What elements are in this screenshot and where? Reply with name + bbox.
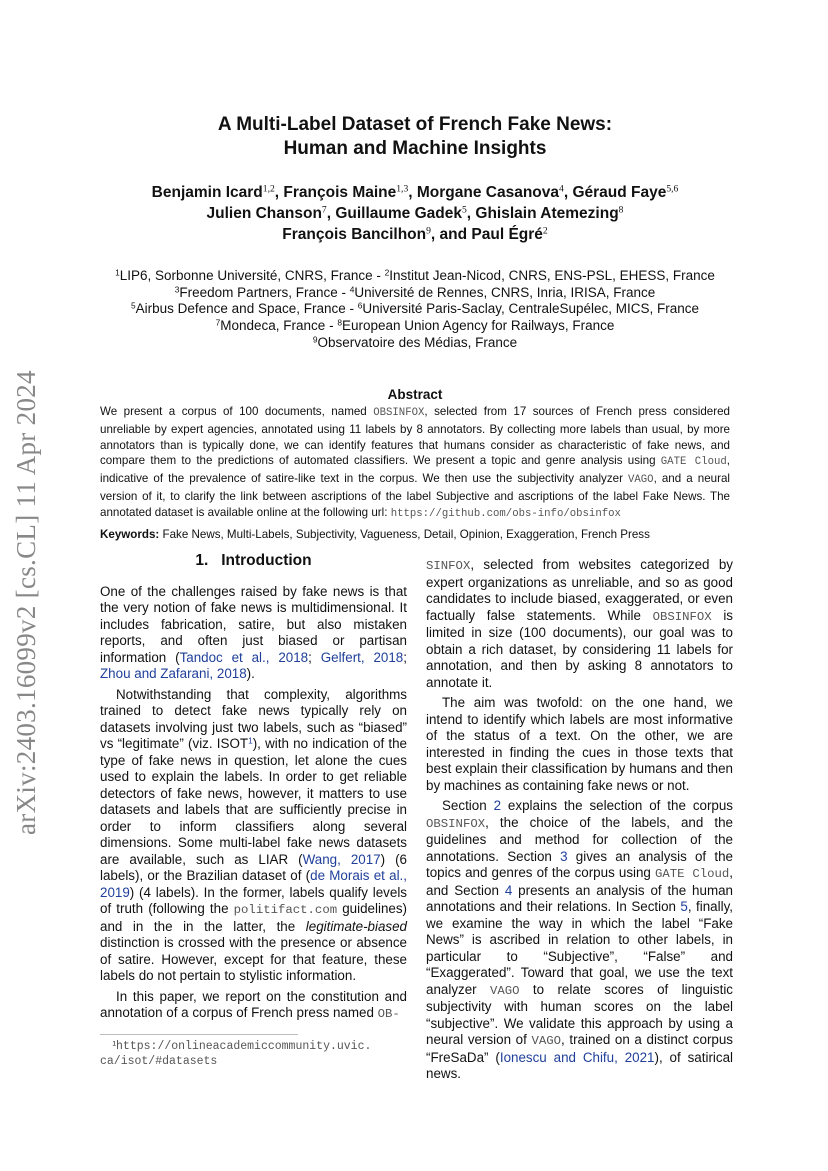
affiliation-line (100, 268, 730, 285)
author-affiliation-marker: 4 (559, 183, 564, 195)
paragraph-text: ) (4 labels). In the former, labels qualify levels of truth (following the (100, 884, 407, 916)
tool-name: VAGO (531, 1034, 561, 1048)
politifact-link[interactable]: politifact.com (233, 903, 338, 917)
paragraph-text: , trained on a distinct corpus “FreSaDa” ( (426, 1032, 733, 1065)
keywords (100, 527, 730, 542)
author-line-3: François Bancilhon$^9$, and Paul Égré$^2$ (282, 225, 548, 243)
author-affiliation-marker: 1,2 (262, 183, 275, 195)
paragraph-text: , the choice of the labels, and the guidelines and method for collection of the annotations. Section (426, 814, 733, 864)
abstract-text: , selected from 17 sources of French press considered unreliable by expert agencies, annotated using 11 labels by 8 annotators. By collecting more labels than usual, by more annotators than is typically done, we can identify features that humans consider as characteristic of fake news, and compare them to the predictions of automated classifiers. We present a topic and genre analysis using (100, 405, 731, 468)
dataset-name: SINFOX (426, 559, 471, 573)
affiliation-number: 9 (312, 334, 318, 345)
section-heading (100, 553, 407, 570)
affiliation-text: European Union Agency for Railways, France (341, 318, 615, 334)
dataset-url-link[interactable]: https://github.com/obs-info/obsinfox (390, 507, 621, 520)
right-column (426, 557, 733, 1083)
paragraph-text: ), of satirical news. (426, 1049, 733, 1081)
paragraph-text: Section (442, 798, 494, 813)
paragraph-text: ), with no indication of the type of fake news in question, let alone the cues used to explain the labels. In order to get reliable detectors of fake news, however, it matters to use datasets and labels that are sufficiently precise in order to inform classifiers along several dimensions. Some multi-label fake news datasets are available, such as LIAR ( (100, 736, 407, 867)
affiliation-text: Observatoire des Médias, France (317, 334, 518, 350)
author-line-1: Benjamin Icard$^{1,2}$, François Maine$^{1,3}$, Morgane Casanova$^4$, Géraud Faye$^{5,6}$ (151, 183, 679, 201)
tool-name: VAGO (489, 983, 520, 998)
affiliation-number: 3 (174, 284, 180, 295)
section-ref-link[interactable]: 3 (560, 848, 568, 864)
paragraph-text: One of the challenges raised by fake news is that the very notion of fake news is multidimensional. It includes fabrication, satire, but also mistaken reports, and often just biased or partisan information ( (100, 583, 407, 665)
affiliation-text: Freedom Partners, France - (179, 284, 350, 300)
affiliation-number: 1 (115, 267, 120, 278)
author-name: Guillaume Gadek (335, 205, 462, 222)
paper-title (100, 113, 730, 161)
footnote-url-link[interactable]: https://onlineacademiccommunity.uvic. (116, 1040, 372, 1053)
affiliation-text: Université Paris-Saclay, CentraleSupélec, MICS, France (362, 301, 700, 317)
author-name: Ghislain Atemezing (475, 205, 619, 222)
abstract-text: , and a neural version of it, to clarify the link between ascriptions of the label Subjective and ascriptions of the label Fake News. The annotated dataset is available online at the following url: (100, 472, 730, 519)
section-number: 1. (195, 552, 209, 569)
paragraph-text: Notwithstanding that complexity, algorithms trained to detect fake news typically rely on datasets involving just two labels, such as “biased” vs “legitimate” (viz. ISOT (100, 686, 407, 751)
paragraph-text: distinction is crossed with the presence or absence of satire. However, except for that feature, these labels do not pertain to stylistic information. (100, 935, 407, 983)
affiliation-line (100, 301, 730, 318)
paragraph (100, 687, 407, 985)
paragraph-text: presents an analysis of the human annotations and their relations. In Section (426, 882, 733, 914)
section-ref-link[interactable]: 2 (493, 798, 502, 813)
keywords-text: Fake News, Multi-Labels, Subjectivity, Vagueness, Detail, Opinion, Exaggeration, French Press (159, 528, 650, 541)
paragraph-text: ). (246, 666, 255, 681)
abstract-text: , indicative of the prevalence of satire-like text in the corpus. We then use the subjectivity analyzer (100, 454, 730, 486)
affiliation-number: 2 (384, 267, 390, 278)
abstract-heading: Abstract (387, 387, 443, 402)
author-line-2: Julien Chanson$^7$, Guillaume Gadek$^5$, Ghislain Atemezing$^8$ (206, 204, 624, 222)
author-name: Paul Égré (471, 226, 543, 243)
paragraph-text: , and Section (426, 865, 734, 898)
paragraph-text: ) (6 labels), or the Brazilian dataset of ( (100, 851, 407, 883)
author-affiliation-marker: 1,3 (396, 183, 409, 195)
author-affiliation-marker: 5 (461, 204, 467, 216)
abstract-body (100, 404, 730, 523)
affiliation-text: Mondeca, France - (220, 318, 338, 334)
tool-name: GATE Cloud (655, 867, 730, 881)
affiliations (100, 268, 730, 352)
affiliation-number: 8 (337, 317, 342, 328)
left-column (100, 553, 407, 1023)
emphasis-text: legitimate-biased (305, 918, 407, 934)
paragraph (100, 584, 407, 683)
author-affiliation-marker: 8 (618, 204, 624, 216)
tool-name: VAGO (627, 474, 654, 487)
citation-link[interactable]: Ionescu and Chifu, 2021 (499, 1049, 655, 1065)
title-line-2: Human and Machine Insights (283, 138, 547, 159)
dataset-name: OBSINFOX (652, 609, 712, 624)
paragraph-text: guidelines) and in the in the latter, the (100, 901, 407, 934)
keywords-label: Keywords: (100, 528, 160, 541)
author-affiliation-marker: 9 (426, 225, 431, 237)
author-name: Géraud Faye (572, 184, 667, 201)
section-title: Introduction (221, 552, 312, 569)
author-affiliation-marker: 7 (321, 204, 327, 216)
paragraph-text: ; (308, 649, 321, 665)
dataset-name: OBSINFOX (373, 407, 425, 419)
abstract-text: We present a corpus of 100 documents, named (100, 405, 374, 418)
section-ref-link[interactable]: 5 (680, 899, 688, 914)
affiliation-text: Institut Jean-Nicod, CNRS, ENS-PSL, EHESS, France (389, 268, 715, 283)
affiliation-number: 7 (215, 317, 221, 328)
citation-link[interactable]: Gelfert, 2018 (320, 649, 404, 665)
affiliation-text: LIP6, Sorbonne Université, CNRS, France - (119, 268, 385, 283)
footnote-line-1 (100, 1039, 407, 1054)
paragraph (426, 798, 733, 1083)
author-list (100, 182, 730, 245)
paragraph-text: , selected from websites categorized by expert organizations as unreliable, and so as good candidates to include biased, exaggerated, or even factually false statements. While (426, 557, 733, 623)
footnote (100, 1039, 407, 1069)
affiliation-number: 6 (357, 300, 363, 311)
author-affiliation-marker: 5,6 (666, 183, 679, 195)
paragraph (100, 989, 407, 1023)
section-ref-link[interactable]: 4 (504, 882, 513, 898)
dataset-name: OBSINFOX (426, 816, 486, 831)
paragraph-text: explains the selection of the corpus (501, 798, 734, 813)
footnote-divider (100, 1034, 298, 1035)
footnote-number: 1 (112, 1040, 117, 1048)
affiliation-text: Airbus Defence and Space, France - (135, 301, 358, 317)
tool-name: GATE Cloud (660, 456, 727, 469)
footnote-url-link[interactable]: ca/isot/#datasets (100, 1055, 218, 1068)
paragraph-text: , finally, we examine the way in which the label “Fake News” is ascribed in relation to other labels, in particular to “Subjective”, “False” and “Exaggerated”. Toward that goal, we use the text analyzer (426, 899, 733, 997)
title-line-1: A Multi-Label Dataset of French Fake News: (217, 114, 613, 135)
citation-link[interactable]: Wang, 2017 (302, 851, 381, 867)
arxiv-stamp: arXiv:2403.16099v2 [cs.CL] 11 Apr 2024 (11, 370, 41, 835)
footnote-line-2 (100, 1054, 407, 1069)
paragraph-text: to relate scores of linguistic subjectivity with human scores on the label “subjective”. We validate this approach by using a neural version of (426, 981, 733, 1047)
author-name: Morgane Casanova (416, 184, 560, 201)
author-name: François Bancilhon (282, 226, 427, 243)
citation-link[interactable]: Zhou and Zafarani, 2018 (100, 666, 247, 681)
affiliation-text: Université de Rennes, CNRS, Inria, IRISA, France (354, 284, 656, 300)
author-name: François Maine (283, 184, 397, 201)
paragraph-text: gives an analysis of the topics and genres of the corpus using (426, 848, 733, 880)
paragraph-text: In this paper, we report on the constitution and annotation of a corpus of French press named (100, 988, 407, 1020)
citation-link[interactable]: de Morais et al., 2019 (100, 868, 407, 900)
paragraph-text: The aim was twofold: on the one hand, we intend to identify which labels are most informative of the status of a text. On the other, we are interested in finding the cues in those texts that best explain their classification by humans and then by machines as containing fake news or not. (426, 695, 733, 793)
author-affiliation-marker: 2 (542, 225, 548, 237)
affiliation-line (100, 318, 730, 335)
paragraph-text: is limited in size (100 documents), our goal was to obtain a rich dataset, by considering 11 labels for annotation, and then by asking 8 annotators to annotate it. (426, 607, 733, 690)
citation-link[interactable]: Tandoc et al., 2018 (179, 649, 309, 665)
paragraph (426, 695, 733, 794)
author-name: Julien Chanson (206, 205, 322, 222)
paragraph (426, 557, 733, 691)
paragraph-text: ; (403, 649, 407, 665)
dataset-name: OB- (377, 1007, 400, 1021)
footnote-marker-link[interactable]: 1 (248, 735, 253, 746)
affiliation-line (100, 285, 730, 302)
author-name: Benjamin Icard (151, 184, 263, 201)
affiliation-number: 4 (349, 284, 355, 295)
affiliation-line (100, 335, 730, 352)
affiliation-number: 5 (130, 300, 136, 311)
